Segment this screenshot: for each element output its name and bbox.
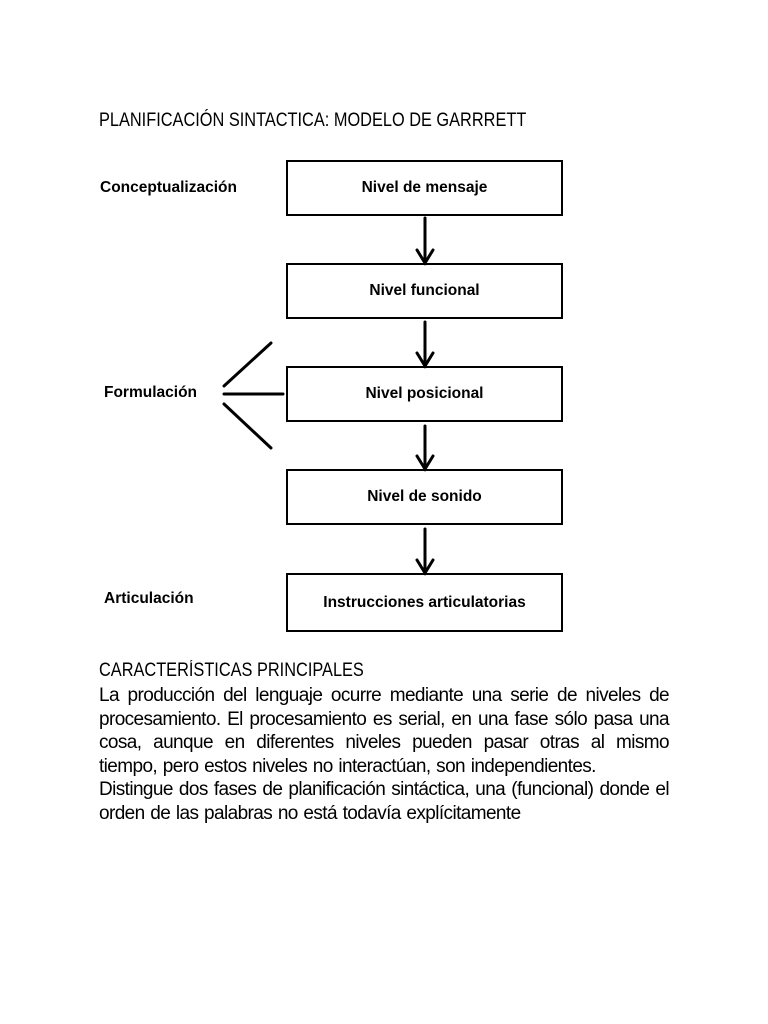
paragraph: Distingue dos fases de planificación sintáctica, una (funcional) donde el orden de las palabras no está todavía explícitamente [99, 779, 669, 824]
stage-label-conceptualization: Conceptualización [100, 179, 237, 196]
stage-label-articulation: Articulación [104, 590, 194, 607]
formulation-bracket-lower [224, 404, 271, 448]
level-label: Nivel de sonido [367, 488, 482, 505]
body-text [99, 684, 669, 825]
paragraph: La producción del lenguaje ocurre mediante una serie de niveles de procesamiento. El procesamiento es serial, en una fase sólo pasa una cosa, aunque en diferentes niveles pueden pasar otras al mismo tiempo, pero estos niveles no interactúan, son independientes. [99, 685, 669, 777]
formulation-bracket-upper [224, 343, 271, 386]
stage-label-formulation: Formulación [104, 384, 198, 401]
page-title: PLANIFICACIÓN SINTACTICA: MODELO DE GARRRETT [99, 110, 527, 131]
level-label: Nivel de mensaje [361, 179, 488, 196]
level-label: Instrucciones articulatorias [323, 593, 526, 611]
level-label: Nivel funcional [369, 282, 480, 299]
section-heading: CARACTERÍSTICAS PRINCIPALES [99, 660, 364, 681]
level-label: Nivel posicional [365, 385, 484, 402]
